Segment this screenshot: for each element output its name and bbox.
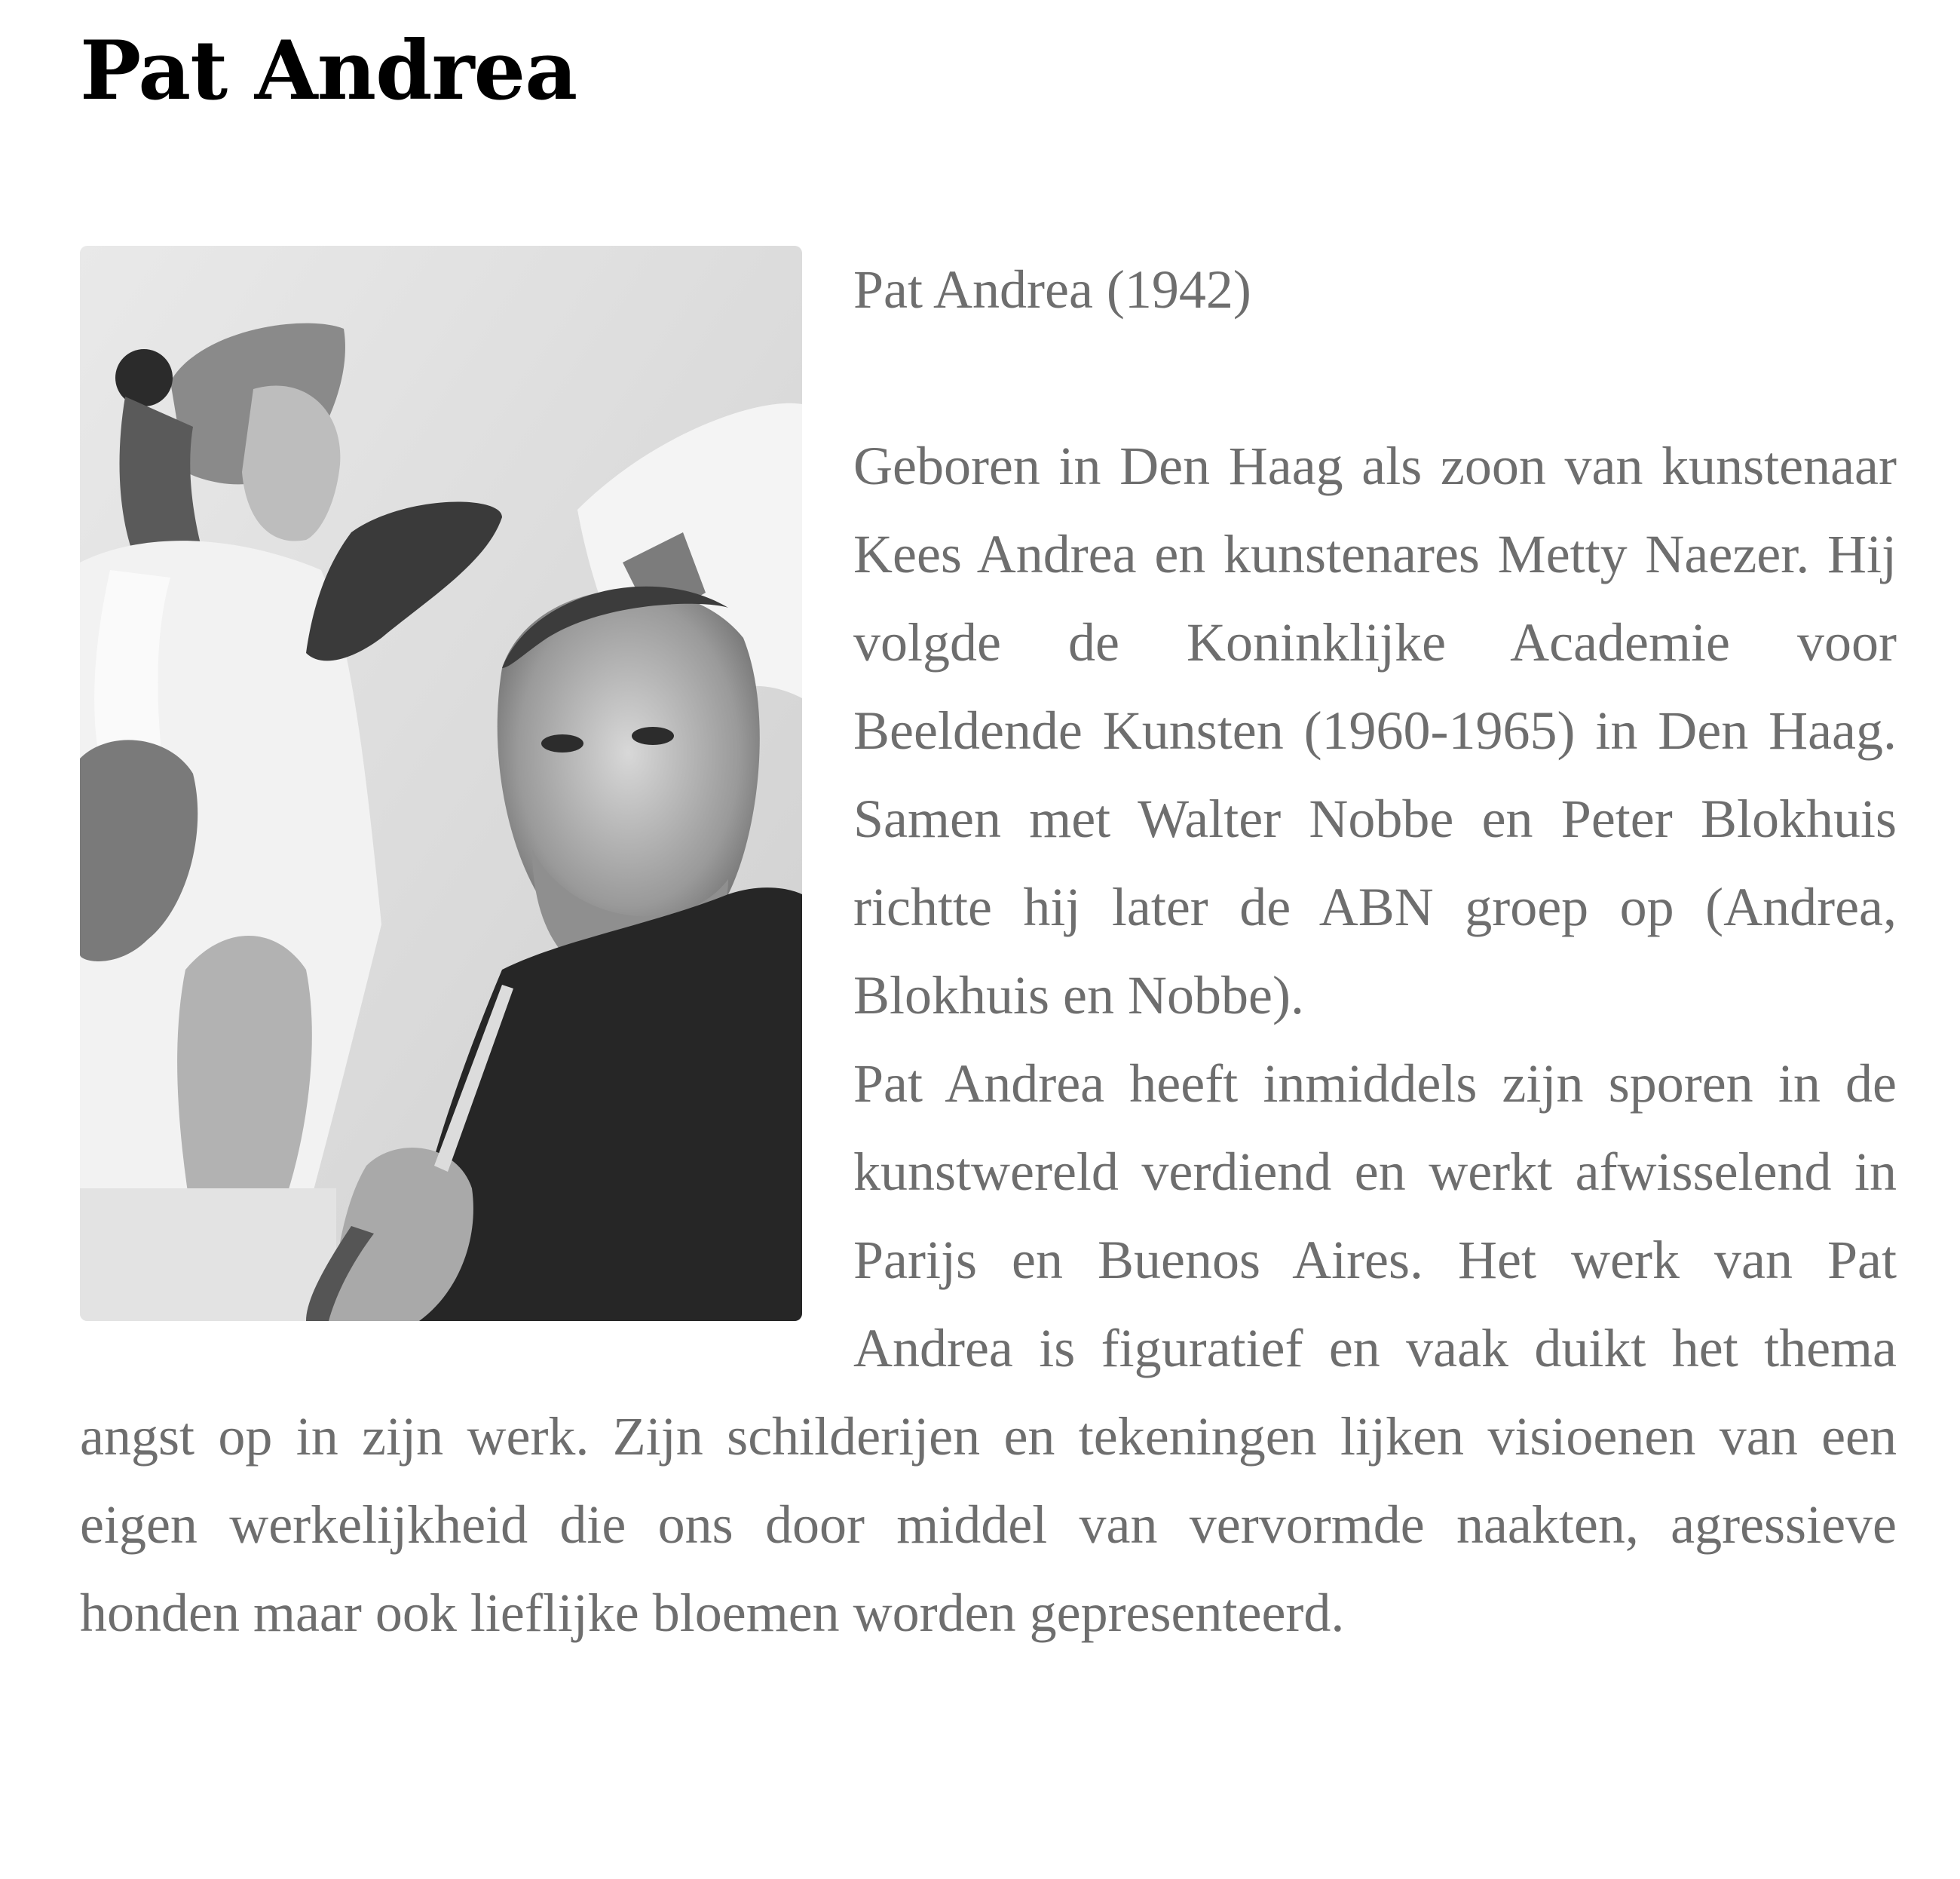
article-paragraph-1: Geboren in Den Haag als zoon van kunstenaar Kees Andrea en kunstenares Metty Naezer. Hij volgde de Koninklijke Academie voor Beeldende Kunsten (1960-1965) in Den Haag. Samen met Walter Nobbe en Peter Blokhuis richtte hij later de ABN groep op (Andrea, Blokhuis en Nobbe). [853, 436, 1897, 1025]
page-title: Pat Andrea [80, 23, 577, 118]
article-subtitle: Pat Andrea (1942) [853, 259, 1251, 320]
artist-photo [80, 246, 802, 1321]
article-paragraph-2: Pat Andrea heeft inmiddels zijn sporen in de kunstwereld verdiend en werkt afwisselend in Parijs en Buenos Aires. Het werk van Pat Andrea is figuratief en vaak duikt het thema angst op in zijn werk. Zijn schilderijen en tekeningen lijken visioenen van een eigen werkelijkheid die ons door middel van vervormde naakten, agressieve honden maar ook lieflijke bloemen worden gepresenteerd. [80, 1053, 1897, 1643]
page [80, 0, 1897, 1657]
article-body [80, 246, 1897, 1657]
